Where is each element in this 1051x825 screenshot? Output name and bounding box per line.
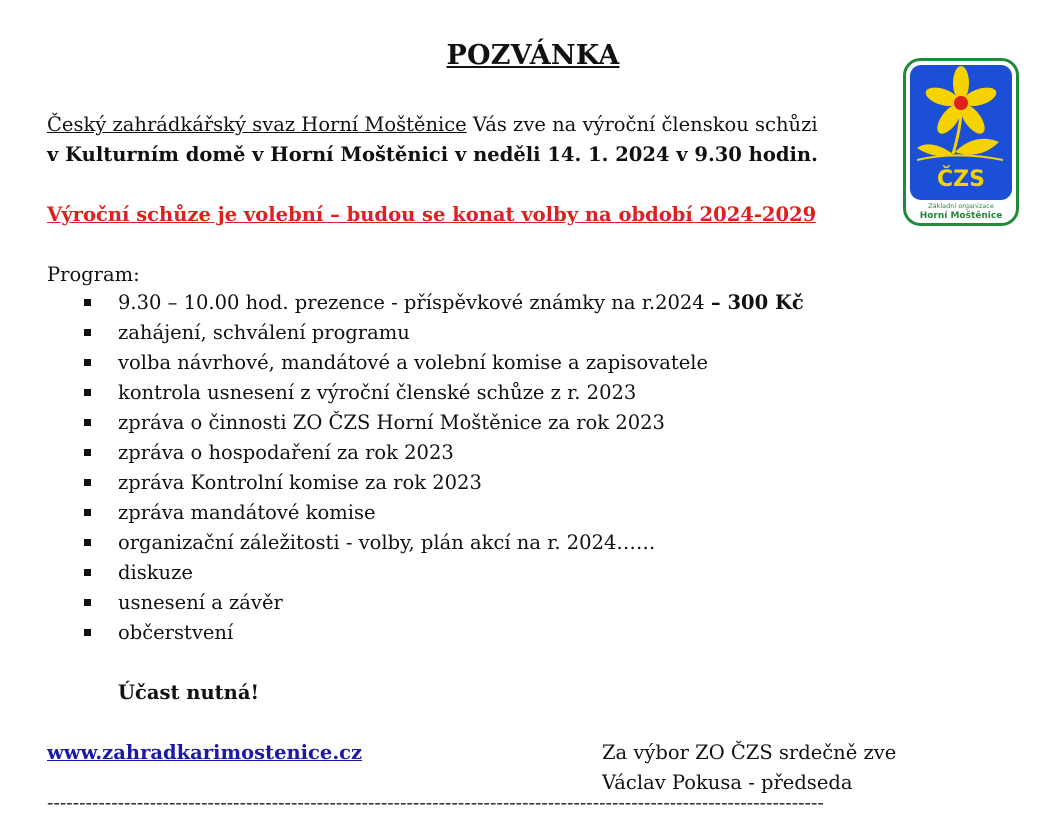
bullet-icon [84, 449, 91, 456]
signature-line-1: Za výbor ZO ČZS srdečně zve [602, 741, 897, 764]
meeting-place-date: v Kulturním domě v Horní Moštěnici v neděli 14. 1. 2024 v 9.30 hodin. [47, 143, 818, 166]
flower-logo-icon [903, 58, 1019, 226]
program-item-text: zpráva mandátové komise [118, 501, 376, 524]
bullet-icon [84, 539, 91, 546]
separator-line: ------------------------------------------------------------------------------------------------------------------------- [47, 792, 824, 814]
program-item-text: občerstvení [118, 621, 234, 644]
page-title: POZVÁNKA [446, 40, 620, 71]
bullet-icon [84, 629, 91, 636]
czs-logo [903, 58, 1019, 226]
bullet-icon [84, 359, 91, 366]
website-link[interactable]: www.zahradkarimostenice.cz [47, 741, 363, 764]
program-item-text: zpráva o činnosti ZO ČZS Horní Moštěnice za rok 2023 [118, 411, 665, 434]
signature-line-2: Václav Pokusa - předseda [602, 771, 853, 794]
program-item-text: zpráva Kontrolní komise za rok 2023 [118, 471, 482, 494]
attendance-note: Účast nutná! [118, 681, 260, 704]
program-item-text: diskuze [118, 561, 193, 584]
svg-text:ČZS: ČZS [937, 167, 985, 192]
program-item [84, 588, 804, 618]
program-list [84, 288, 804, 648]
program-item [84, 288, 804, 318]
program-item [84, 318, 804, 348]
bullet-icon [84, 389, 91, 396]
program-item [84, 378, 804, 408]
bullet-icon [84, 599, 91, 606]
svg-text:Horní Moštěnice: Horní Moštěnice [919, 211, 1003, 221]
bullet-icon [84, 569, 91, 576]
program-item [84, 528, 804, 558]
program-item [84, 558, 804, 588]
program-item [84, 438, 804, 468]
program-item [84, 618, 804, 648]
svg-text:Základní organizace: Základní organizace [928, 202, 994, 210]
program-item-text: zpráva o hospodaření za rok 2023 [118, 441, 454, 464]
bullet-icon [84, 329, 91, 336]
bullet-icon [84, 419, 91, 426]
intro-line-1 [47, 111, 818, 139]
program-item-text: usnesení a závěr [118, 591, 283, 614]
fee-amount: – 300 Kč [710, 291, 804, 314]
bullet-icon [84, 299, 91, 306]
program-item-text: organizační záležitosti - volby, plán akcí na r. 2024…… [118, 531, 656, 554]
program-item-text: kontrola usnesení z výroční členské schůze z r. 2023 [118, 381, 637, 404]
organization-name: Český zahrádkářský svaz Horní Moštěnice [47, 113, 467, 136]
program-item-text: 9.30 – 10.00 hod. prezence - příspěvkové známky na r.2024 [118, 291, 711, 314]
program-item [84, 498, 804, 528]
bullet-icon [84, 509, 91, 516]
bullet-icon [84, 479, 91, 486]
program-item-text: volba návrhové, mandátové a volební komise a zapisovatele [118, 351, 709, 374]
program-item [84, 408, 804, 438]
program-item [84, 468, 804, 498]
program-label: Program: [47, 263, 140, 286]
program-item-text: zahájení, schválení programu [118, 321, 410, 344]
invite-text: Vás zve na výroční členskou schůzi [466, 113, 818, 136]
election-notice: Výroční schůze je volební – budou se konat volby na období 2024-2029 [47, 203, 817, 226]
program-item [84, 348, 804, 378]
